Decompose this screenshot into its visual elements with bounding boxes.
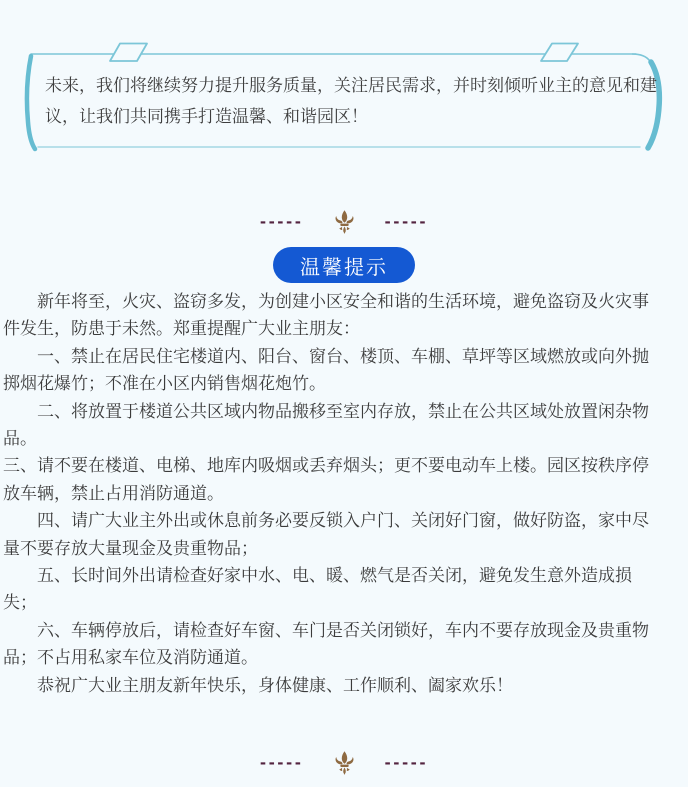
divider-dash-left: -----	[259, 212, 304, 231]
fleur-de-lis-icon	[334, 750, 355, 776]
paragraph-item-1: 一、禁止在居民住宅楼道内、阳台、窗台、楼顶、车棚、草坪等区域燃放或向外抛掷烟花爆竹；不准在小区内销售烟花炮竹。	[3, 346, 649, 395]
quote-text: 未来，我们将继续努力提升服务质量，关注居民需求，并时刻倾听业主的意见和建议，让我们共同携手打造温馨、和谐园区！	[45, 76, 657, 127]
quote-box	[24, 40, 664, 155]
paragraph-closing: 恭祝广大业主朋友新年快乐，身体健康、工作顺利、阖家欢乐！	[37, 675, 513, 696]
paragraph-item-6: 六、车辆停放后，请检查好车窗、车门是否关闭锁好，车内不要存放现金及贵重物品；不占用私家车位及消防通道。	[3, 620, 649, 669]
paragraph-item-2: 二、将放置于楼道公共区域内物品搬移至室内存放，禁止在公共区域处放置闲杂物品。	[3, 401, 649, 450]
warm-tips-badge: 温馨提示	[273, 247, 415, 283]
divider-bottom	[0, 749, 688, 777]
divider-dash-left: -----	[259, 753, 304, 772]
divider-top	[0, 208, 688, 236]
paragraph-item-4: 四、请广大业主外出或休息前务必要反锁入户门、关闭好门窗，做好防盗，家中尽量不要存放大量现金及贵重物品；	[3, 511, 649, 559]
notice-body	[3, 289, 655, 700]
fleur-de-lis-icon	[334, 209, 355, 235]
paragraph-item-5: 五、长时间外出请检查好家中水、电、暖、燃气是否关闭，避免发生意外造成损失；	[3, 566, 632, 614]
divider-dash-right: -----	[384, 753, 429, 772]
paragraph-intro: 新年将至，火灾、盗窃多发，为创建小区安全和谐的生活环境，避免盗窃及火灾事件发生，防患于未然。郑重提醒广大业主朋友：	[3, 292, 649, 340]
divider-dash-right: -----	[384, 212, 429, 231]
paragraph-item-3: 三、请不要在楼道、电梯、地库内吸烟或丢弃烟头；更不要电动车上楼。园区按秩序停放车辆，禁止占用消防通道。	[3, 456, 649, 504]
